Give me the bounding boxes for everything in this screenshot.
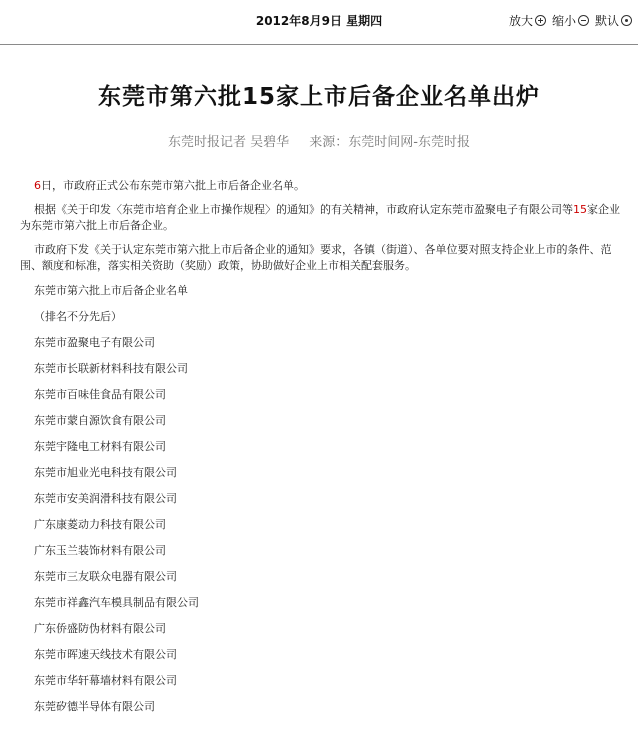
list-item: 东莞市长联新材料科技有限公司 <box>34 362 188 375</box>
list-item: 广东玉兰装饰材料有限公司 <box>34 544 166 557</box>
paragraph-1-day: 6 <box>34 179 41 192</box>
paragraph-2-number: 15 <box>573 203 587 216</box>
dot-circle-icon <box>621 15 632 26</box>
list-item: 东莞市蒙自源饮食有限公司 <box>34 414 166 427</box>
list-item: 东莞市祥鑫汽车模具制品有限公司 <box>34 596 199 609</box>
plus-circle-icon <box>535 15 546 26</box>
default-size-button[interactable] <box>595 12 634 29</box>
page-date: 2012年8月9日 星期四 <box>255 14 383 28</box>
top-bar <box>0 0 638 45</box>
article-byline <box>0 131 638 150</box>
list-item: 东莞市三友联众电器有限公司 <box>34 570 177 583</box>
zoom-out-label: 缩小 <box>551 14 576 28</box>
article-title: 东莞市第六批15家上市后备企业名单出炉 <box>97 84 540 110</box>
article-body <box>20 178 620 282</box>
paragraph-2-text-b: 家企业为东莞市第六批上市后备企业。 <box>20 203 620 232</box>
minus-circle-icon <box>578 15 589 26</box>
paragraph-1-text: 日，市政府正式公布东莞市第六批上市后备企业名单。 <box>41 179 305 192</box>
list-item: 东莞市晖速天线技术有限公司 <box>34 648 177 661</box>
paragraph-2-text-a: 根据《关于印发〈东莞市培育企业上市操作规程〉的通知》的有关精神，市政府认定东莞市盈聚电子有限公司等 <box>34 203 573 216</box>
list-item: 东莞市安美润滑科技有限公司 <box>34 492 177 505</box>
list-item: 东莞市旭业光电科技有限公司 <box>34 466 177 479</box>
list-item: 广东侨盛防伪材料有限公司 <box>34 622 166 635</box>
zoom-out-button[interactable] <box>552 12 591 29</box>
zoom-in-button[interactable] <box>509 12 548 29</box>
font-size-controls <box>505 12 634 29</box>
list-item: 广东康菱动力科技有限公司 <box>34 518 166 531</box>
list-item: 东莞市华轩幕墙材料有限公司 <box>34 674 177 687</box>
company-list <box>34 283 199 725</box>
list-title: 东莞市第六批上市后备企业名单 <box>34 284 188 297</box>
paragraph-3: 市政府下发《关于认定东莞市第六批上市后备企业的通知》要求，各镇（街道）、各单位要对照支持企业上市的条件、范围、额度和标准，落实相关资助（奖励）政策，协助做好企业上市相关配套服务。 <box>20 243 612 272</box>
list-item: 东莞市盈聚电子有限公司 <box>34 336 155 349</box>
article-source: 来源：东莞时间网-东莞时报 <box>309 135 470 150</box>
default-size-label: 默认 <box>594 14 619 28</box>
reporter-name: 东莞时报记者 吴碧华 <box>168 135 290 150</box>
paragraph-2 <box>20 202 620 234</box>
list-item: 东莞矽德半导体有限公司 <box>34 700 155 713</box>
list-item: 东莞宇隆电工材料有限公司 <box>34 440 166 453</box>
zoom-in-label: 放大 <box>508 14 533 28</box>
list-note: （排名不分先后） <box>34 310 122 323</box>
list-item: 东莞市百味佳食品有限公司 <box>34 388 166 401</box>
paragraph-1 <box>20 178 620 194</box>
